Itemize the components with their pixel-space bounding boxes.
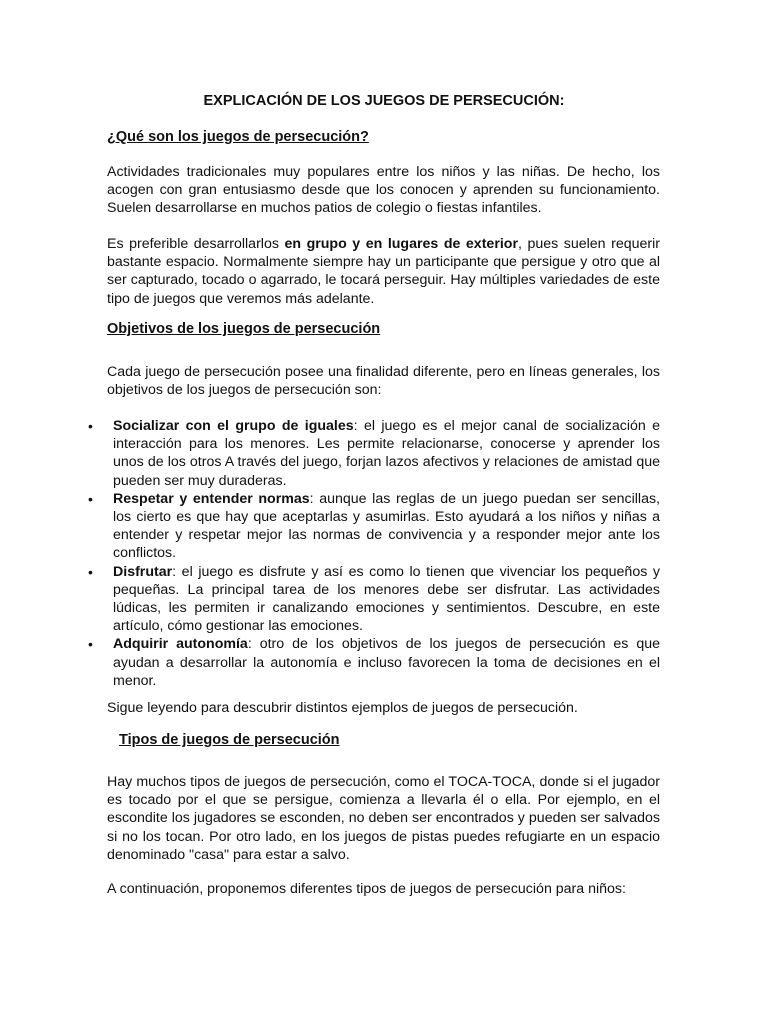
paragraph-group-outdoor-post: , pues suelen requerir bastante espacio. Normalmente siempre hay un participante que persigue y otro que al ser capturado, tocado o agarrado, le tocará perseguir. Hay múltiples variedades de este tipo de juegos que veremos más adelante. bbox=[107, 236, 660, 307]
bullet-text: : aunque las reglas de un juego puedan ser sencillas, los cierto es que hay que aceptarlas y asumirlas. Esto ayudará a los niños y niñas a entender y respetar mejor las normas de convivencia y a responder mejor ante los conflictos. bbox=[113, 490, 660, 562]
paragraph-objectives-intro: Cada juego de persecución posee una finalidad diferente, pero en líneas generales, los objetivos de los juegos de persecución son: bbox=[107, 364, 660, 399]
bullet-term: Adquirir autonomía bbox=[113, 636, 248, 653]
document-title: EXPLICACIÓN DE LOS JUEGOS DE PERSECUCIÓN: bbox=[203, 93, 565, 109]
list-item bbox=[88, 563, 660, 636]
paragraph-group-outdoor bbox=[107, 235, 660, 308]
heading-objectives: Objetivos de los juegos de persecución bbox=[107, 321, 381, 337]
paragraph-types: Hay muchos tipos de juegos de persecución, como el TOCA-TOCA, donde si el jugador es tocado por el que se persigue, comienza a llevarla él o ella. Por ejemplo, en el escondite los jugadores se esconden, no deben ser encontrados y pueden ser salvados si no los tocan. Por otro lado, en los juegos de pistas puedes refugiarte en un espacio denominado "casa" para estar a salvo. bbox=[107, 774, 660, 863]
list-item bbox=[88, 635, 660, 690]
paragraph-definition: Actividades tradicionales muy populares entre los niños y las niñas. De hecho, los acogen con gran entusiasmo desde que los conocen y aprenden su funcionamiento. Suelen desarrollarse en muchos patios de colegio o fiestas infantiles. bbox=[107, 164, 660, 217]
bullet-icon: • bbox=[88, 636, 93, 653]
paragraph-group-outdoor-bold: en grupo y en lugares de exterior bbox=[284, 236, 518, 252]
bullet-text: : el juego es disfrute y así es como lo tienen que vivenciar los pequeños y pequeñas. La principal tarea de los menores debe ser disfrutar. Las actividades lúdicas, les permiten ir canalizando emociones y sentimientos. Descubre, en este artículo, cómo gestionar las emociones. bbox=[113, 563, 660, 635]
bullet-term: Disfrutar bbox=[113, 563, 173, 580]
list-item bbox=[88, 417, 660, 490]
bullet-icon: • bbox=[88, 490, 93, 507]
bullet-text: : otro de los objetivos de los juegos de persecución es que ayudan a desarrollar la autonomía e incluso favorecen la toma de decisiones en el menor. bbox=[113, 636, 660, 689]
bullet-icon: • bbox=[88, 563, 93, 580]
bullet-term: Respetar y entender normas bbox=[113, 490, 310, 507]
heading-types: Tipos de juegos de persecución bbox=[119, 732, 340, 748]
bullet-text: : el juego es el mejor canal de socialización e interacción para los menores. Les permite relacionarse, conocerse y aprender los unos de los otros A través del juego, forjan lazos afectivos y relaciones de amistad que pueden ser muy duraderas. bbox=[113, 418, 660, 489]
bullet-term: Socializar con el grupo de iguales bbox=[113, 418, 354, 434]
paragraph-proposal: A continuación, proponemos diferentes tipos de juegos de persecución para niños: bbox=[107, 881, 626, 897]
heading-what-are: ¿Qué son los juegos de persecución? bbox=[107, 129, 369, 145]
bullet-icon: • bbox=[88, 418, 93, 434]
objectives-list bbox=[0, 417, 768, 690]
paragraph-keep-reading: Sigue leyendo para descubrir distintos ejemplos de juegos de persecución. bbox=[107, 700, 578, 716]
list-item bbox=[88, 490, 660, 563]
paragraph-group-outdoor-pre: Es preferible desarrollarlos bbox=[107, 236, 285, 252]
